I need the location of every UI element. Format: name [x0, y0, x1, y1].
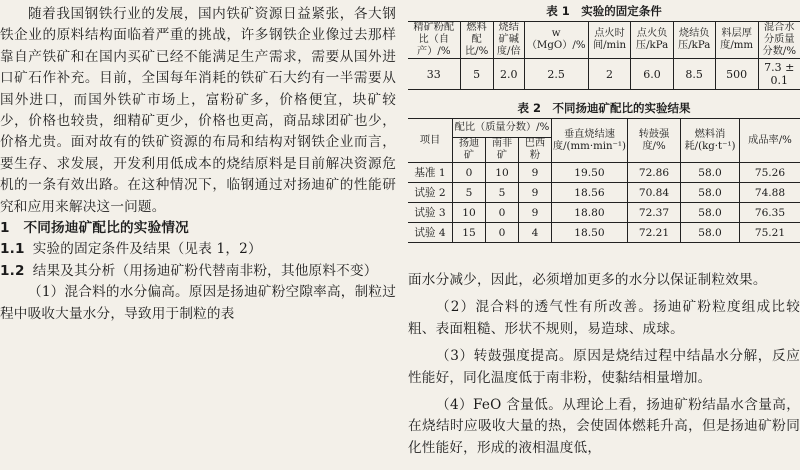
table-cell: 8.5	[673, 59, 715, 90]
table-header: 项目	[408, 119, 453, 163]
table-cell: 9	[519, 163, 552, 183]
table-cell: 75.26	[740, 163, 800, 183]
table-header: 转鼓强度/%	[628, 119, 681, 163]
table-header: 料层厚度/mm	[715, 22, 758, 59]
right-column-text	[408, 270, 800, 459]
table-cell: 18.50	[551, 223, 627, 243]
table-header: 燃料配比/%	[460, 22, 493, 59]
table-cell: 18.80	[551, 203, 627, 223]
table-cell: 试验 2	[408, 183, 453, 203]
subsection-text: 实验的固定条件及结果（见表 1，2）	[32, 241, 262, 258]
table-header: w（MgO）/%	[524, 22, 588, 59]
fixed-conditions-table	[408, 21, 800, 90]
table-cell: 58.0	[681, 223, 740, 243]
table-header: 垂直烧结速度/(mm·min⁻¹)	[551, 119, 627, 163]
table-cell: 10	[486, 163, 519, 183]
table-cell: 9	[519, 203, 552, 223]
table-cell: 0	[486, 223, 519, 243]
table-cell: 33	[408, 59, 460, 90]
continuation-paragraph: 面水分减少，因此，必须增加更多的水分以保证制粒效果。	[408, 272, 767, 288]
table-header: 混合水分质量分数/%	[758, 22, 800, 59]
point-2-paragraph: （2）混合料的透气性有所改善。扬迪矿粉粒度组成比较粗、表面粗糙、形状不规则，易造球、成球。	[408, 299, 800, 337]
subsection-1-1	[0, 239, 396, 260]
table-cell: 9	[519, 183, 552, 203]
table-cell: 2.5	[524, 59, 588, 90]
table-cell: 5	[486, 183, 519, 203]
table-cell: 基准 1	[408, 163, 453, 183]
table-cell: 74.88	[740, 183, 800, 203]
table-cell: 75.21	[740, 223, 800, 243]
table-cell: 500	[715, 59, 758, 90]
table-cell: 0	[453, 163, 486, 183]
table-header: 巴西粉	[519, 138, 552, 163]
table-cell: 5	[453, 183, 486, 203]
table-header-row	[408, 119, 800, 138]
table-header-row	[408, 22, 800, 59]
table-row	[408, 203, 800, 223]
table-cell: 15	[453, 223, 486, 243]
table-cell: 2.0	[493, 59, 524, 90]
table-cell: 18.56	[551, 183, 627, 203]
table-cell: 70.84	[628, 183, 681, 203]
table2-caption: 表 2 不同扬迪矿配比的实验结果	[517, 101, 691, 115]
table-cell: 5	[460, 59, 493, 90]
table-cell: 76.35	[740, 203, 800, 223]
subsection-number: 1.1	[0, 241, 25, 258]
table-cell: 72.86	[628, 163, 681, 183]
table-header: 燃料消耗/(kg·t⁻¹)	[681, 119, 740, 163]
table-cell: 72.37	[628, 203, 681, 223]
table-cell: 58.0	[681, 183, 740, 203]
intro-paragraph: 随着我国钢铁行业的发展，国内铁矿资源日益紧张，各大钢铁企业的原料结构面临着严重的挑战，许多钢铁企业像过去那样靠自产铁矿和在国内买矿已经不能满足生产需求，需要从国外进口矿石作补充。目前，全国每年消耗的铁矿石大约有一半需要从国外进口，而国外铁矿市场上，富粉矿多，价格便宜，块矿较少，价格也较贵，细精矿更少，价格也更高，商品球团矿也少，价格尤贵。面对故有的铁矿资源的布局和结构对钢铁企业而言，要生存、求发展，开发利用低成本的烧结原料是目前解决资源危机的一条有效出路。在这种情况下，临钢通过对扬迪矿的性能研究和应用来解决这一问题。	[0, 6, 396, 215]
table1-caption: 表 1 实验的固定条件	[546, 4, 662, 18]
table-row	[408, 183, 800, 203]
right-column	[408, 0, 800, 456]
table-cell: 0	[486, 203, 519, 223]
table-header: 烧结矿碱度/倍	[493, 22, 524, 59]
subsection-text: 结果及其分析（用扬迪矿粉代替南非粉，其他原料不变）	[32, 262, 378, 279]
table-header: 烧结负压/kPa	[673, 22, 715, 59]
table-cell: 19.50	[551, 163, 627, 183]
subsection-number: 1.2	[0, 262, 25, 279]
results-table	[408, 118, 800, 243]
table-header: 点火负压/kPa	[631, 22, 673, 59]
point-4-paragraph: （4）FeO 含量低。从理论上看，扬迪矿粉结晶水含量高，在烧结时应吸收大量的热，会使固体燃耗升高，但是扬迪矿粉同化性能好，形成的液相温度低，	[408, 397, 800, 456]
table-cell: 7.3 ± 0.1	[764, 61, 795, 87]
subsection-1-2	[0, 261, 396, 282]
table-cell: 4	[519, 223, 552, 243]
point-3-paragraph: （3）转鼓强度提高。原因是烧结过程中结晶水分解，反应性能好，同化温度低于南非粉，使黏结相量增加。	[408, 348, 800, 386]
table-header: 成品率/%	[740, 119, 800, 163]
table-header: 扬迪矿	[453, 138, 486, 163]
table-cell: 2	[588, 59, 631, 90]
table-cell: 试验 3	[408, 203, 453, 223]
table-cell: 6.0	[631, 59, 673, 90]
table-cell: 10	[453, 203, 486, 223]
section-heading: 1 不同扬迪矿配比的实验情况	[0, 220, 189, 237]
table-row	[408, 59, 800, 90]
left-column	[0, 4, 396, 325]
table-cell: 72.21	[628, 223, 681, 243]
table-header: 精矿粉配比（自产）/%	[408, 22, 460, 59]
table-header: 南非矿	[486, 138, 519, 163]
table-row	[408, 223, 800, 243]
table-cell: 58.0	[681, 203, 740, 223]
point-1-paragraph: （1）混合料的水分偏高。原因是扬迪矿粉空隙率高，制粒过程中吸收大量水分，导致用于制粒的表	[0, 284, 396, 322]
table-cell: 58.0	[681, 163, 740, 183]
table-header: 点火时间/min	[588, 22, 631, 59]
table-row	[408, 163, 800, 183]
table-header: 配比（质量分数）/%	[453, 119, 552, 138]
table-cell: 试验 4	[408, 223, 453, 243]
